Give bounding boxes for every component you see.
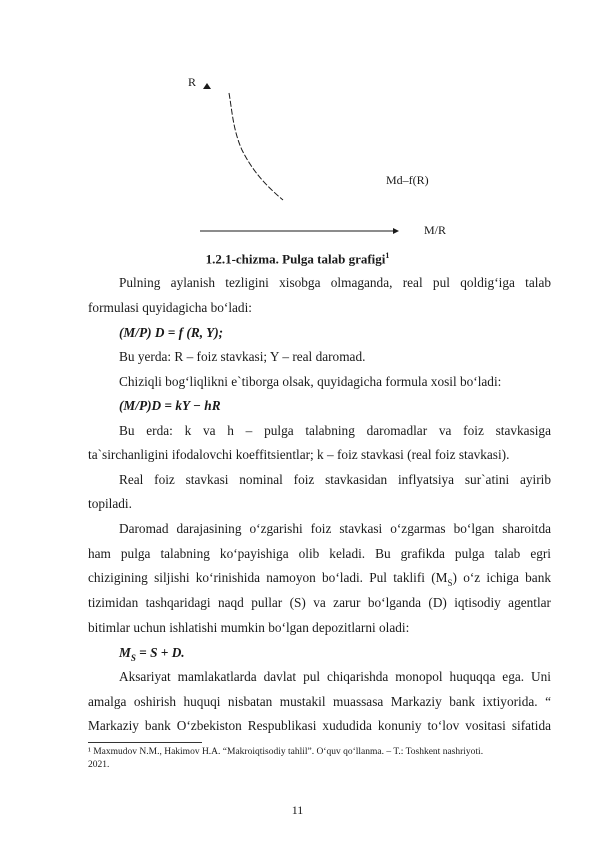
formula-2: (M/P)D = kY − hR (119, 398, 221, 413)
footnote-line-2: 2021. (88, 760, 110, 770)
x-axis-label: M/R (424, 223, 447, 237)
caption-footnote-ref: 1 (385, 251, 390, 260)
formula-3-rest: = S + D. (135, 645, 185, 660)
paragraph-7-line-2: amalga oshirish huquqi nisbatan mustakil muassasa Markaziy bank ixtiyorida. “ (88, 694, 551, 709)
paragraph-7-line-3: Markaziy bank O‘zbekiston Respublikasi xududida konuniy to‘lov vositasi sifatida (88, 718, 551, 733)
page-number: 11 (291, 803, 304, 817)
paragraph-6-line-5: bitimlar uchun ishlatishi mumkin bo‘lgan depozitlarni oladi: (88, 620, 410, 635)
curve-label: Md–f(R) (386, 173, 429, 187)
paragraph-6-line-1: Daromad darajasining o‘zgarishi foiz stavkasi o‘zgarmas bo‘lgan sharoitda (119, 521, 551, 536)
p6-l3-subscript: S (447, 578, 453, 588)
paragraph-1-line-2: formulasi quyidagicha bo‘ladi: (88, 300, 252, 315)
formula-3 (88, 645, 551, 662)
caption-number: 1.2.1-chizma. (205, 251, 279, 267)
formula-3-main: M (119, 645, 131, 660)
caption-title: Pulga talab grafigi (282, 251, 386, 267)
y-axis-label: R (188, 75, 197, 89)
y-axis-arrow (203, 83, 211, 89)
footnote-line-1: ¹ Maxmudov N.M., Hakimov H.A. “Makroiqtisodiy tahlil”. O‘quv qo‘llanma. – T.: Toshkent nashriyoti. (88, 747, 484, 757)
money-demand-figure (0, 0, 595, 245)
formula-3-subscript: S (130, 653, 136, 663)
paragraph-6-line-2: ham pulga talabning ko‘payishiga olib keladi. Bu grafikda pulga talab egri (88, 546, 551, 561)
footnote-separator (88, 742, 202, 743)
demand-curve (229, 93, 283, 200)
paragraph-6-line-4: tizimidan tashqaridagi naqd pullar (S) va zarur bo‘lganda (D) iqtisodiy agentlar (88, 595, 551, 610)
paragraph-4-line-1: Bu erda: k va h – pulga talabning daromadlar va foiz stavkasiga (119, 423, 551, 438)
paragraph-7-line-1: Aksariyat mamlakatlarda davlat pul chiqarishda monopol huquqqa ega. Uni (119, 669, 551, 684)
paragraph-3: Chiziqli bog‘liqlikni e`tiborga olsak, quyidagicha formula xosil bo‘ladi: (119, 374, 502, 389)
p6-l3-pre: chizigining siljishi ko‘rinishida namoyon bo‘ladi. Pul taklifi (M (88, 570, 448, 585)
figure-caption (0, 251, 595, 267)
formula-1: (M/P) D = f (R, Y); (119, 325, 224, 340)
paragraph-5-line-2: topiladi. (88, 496, 132, 511)
paragraph-6-line-3 (88, 570, 551, 587)
paragraph-1-line-1: Pulning aylanish tezligini xisobga olmaganda, real pul qoldig‘iga talab (119, 275, 551, 290)
paragraph-2: Bu yerda: R – foiz stavkasi; Y – real daromad. (119, 349, 366, 364)
paragraph-5-line-1: Real foiz stavkasi nominal foiz stavkasidan inflyatsiya sur`atini ayirib (119, 472, 551, 487)
paragraph-4-line-2: ta`sirchanligini ifodalovchi koeffitsientlar; k – foiz stavkasi (real foiz stavkasi). (88, 447, 510, 462)
p6-l3-post: ) o‘z ichiga bank (452, 570, 551, 585)
